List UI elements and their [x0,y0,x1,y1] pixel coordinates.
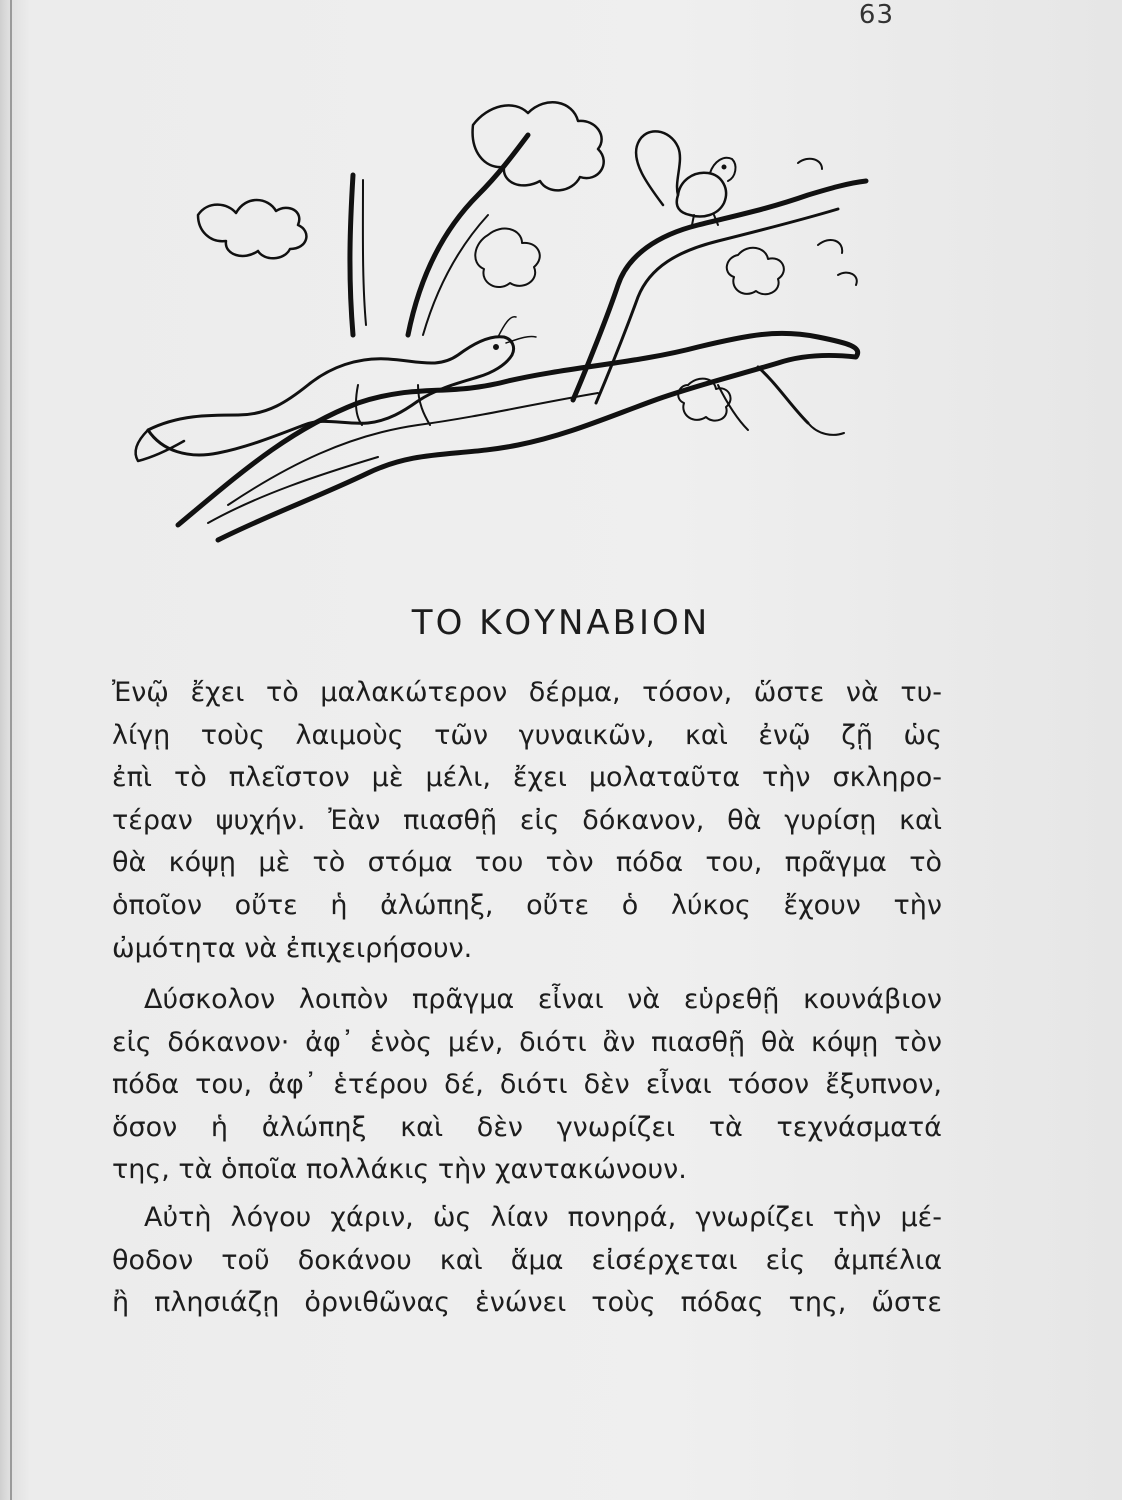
text-line: ὁποῖον οὔτε ἡ ἀλώπηξ, οὔτε ὁ λύκος ἔχουν τὴν [112,889,942,921]
text-line: πόδα του, ἀφ᾿ ἑτέρου δέ, διότι δὲν εἶναι τόσον ἔξυπνον, [112,1069,942,1101]
text-line: ὅσον ἡ ἀλώπηξ καὶ δὲν γνωρίζει τὰ τεχνάσματά [112,1111,942,1143]
text-line: ἢ πλησιάζῃ ὀρνιθῶνας ἑνώνει τοὺς πόδας της, ὥστε [112,1287,942,1319]
text-line: ὠμότητα νὰ ἐπιχειρήσουν. [112,932,473,964]
text-line: θοδον τοῦ δοκάνου καὶ ἅμα εἰσέρχεται εἰς ἀμπέλια [112,1244,942,1276]
text-line: θὰ κόψῃ μὲ τὸ στόμα του τὸν πόδα του, πρᾶγμα τὸ [112,847,942,879]
text-line: Δύσκολον λοιπὸν πρᾶγμα εἶναι νὰ εὑρεθῇ κουνάβιον [144,984,942,1015]
page-number: 63 [858,0,894,30]
text-line: ἐπὶ τὸ πλεῖστον μὲ μέλι, ἔχει μολαταῦτα τὴν σκληρο- [112,762,942,794]
text-line: τέραν ψυχήν. Ἐὰν πιασθῇ εἰς δόκανον, θὰ γυρίσῃ καὶ [112,804,942,836]
text-line: Αὐτὴ λόγου χάριν, ὡς λίαν πονηρά, γνωρίζει τὴν μέ- [144,1202,942,1233]
paragraph-3 [112,1197,942,1325]
text-line: εἰς δόκανον· ἀφ᾿ ἑνὸς μέν, διότι ἂν πιασθῇ θὰ κόψῃ τὸν [112,1026,942,1058]
paragraph-1 [112,672,942,970]
book-gutter [10,0,12,1500]
paragraph-2 [112,979,942,1192]
text-line: λίγῃ τοὺς λαιμοὺς τῶν γυναικῶν, καὶ ἐνῷ ζῇ ὡς [112,719,942,751]
text-line: της, τὰ ὁποῖα πολλάκις τὴν χαντακώνουν. [112,1154,687,1186]
text-line: Ἐνῷ ἔχει τὸ μαλακώτερον δέρμα, τόσον, ὥστε νὰ τυ- [112,677,942,708]
chapter-title: ΤΟ ΚΟΥΝΑΒΙΟΝ [411,603,711,643]
marten-illustration-icon [118,85,878,545]
